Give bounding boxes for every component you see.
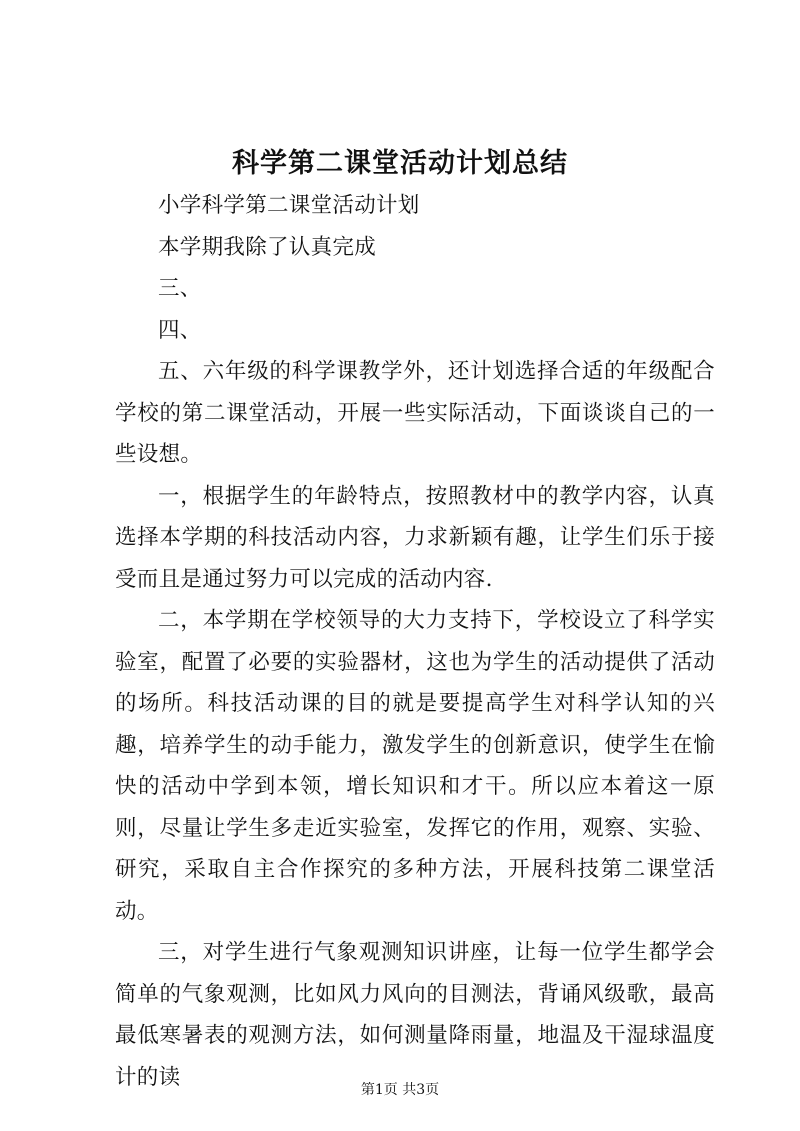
paragraph: 五、六年级的科学课教学外，还计划选择合适的年级配合学校的第二课堂活动，开展一些实际活动，下面谈谈自己的一些设想。 — [115, 359, 715, 467]
paragraph: 本学期我除了认真完成 — [158, 234, 377, 260]
paragraph: 二，本学期在学校领导的大力支持下，学校设立了科学实验室，配置了必要的实验器材，这也为学生的活动提供了活动的场所。科技活动课的目的就是要提高学生对科学认知的兴趣，培养学生的动手能力，激发学生的创新意识，使学生在愉快的活动中学到本领，增长知识和才干。所以应本着这一原则，尽量让学生多走近实验室，发挥它的作用，观察、实验、研究，采取自主合作探究的多种方法，开展科技第二课堂活动。 — [115, 608, 715, 924]
paragraph: 一，根据学生的年龄特点，按照教材中的教学内容，认真选择本学期的科技活动内容，力求新颖有趣，让学生们乐于接受而且是通过努力可以完成的活动内容. — [115, 483, 715, 592]
document-title: 科学第二课堂活动计划总结 — [232, 148, 568, 179]
paragraph: 四、 — [158, 317, 202, 343]
paragraph: 三，对学生进行气象观测知识讲座，让每一位学生都学会简单的气象观测，比如风力风向的目测法，背诵风级歌，最高最低寒暑表的观测方法，如何测量降雨量，地温及干湿球温度计的读 — [115, 940, 715, 1090]
page-footer: 第1页 共3页 — [360, 1082, 440, 1098]
paragraph: 三、 — [158, 276, 202, 301]
document-body — [115, 185, 715, 1098]
paragraph: 小学科学第二课堂活动计划 — [158, 193, 420, 218]
